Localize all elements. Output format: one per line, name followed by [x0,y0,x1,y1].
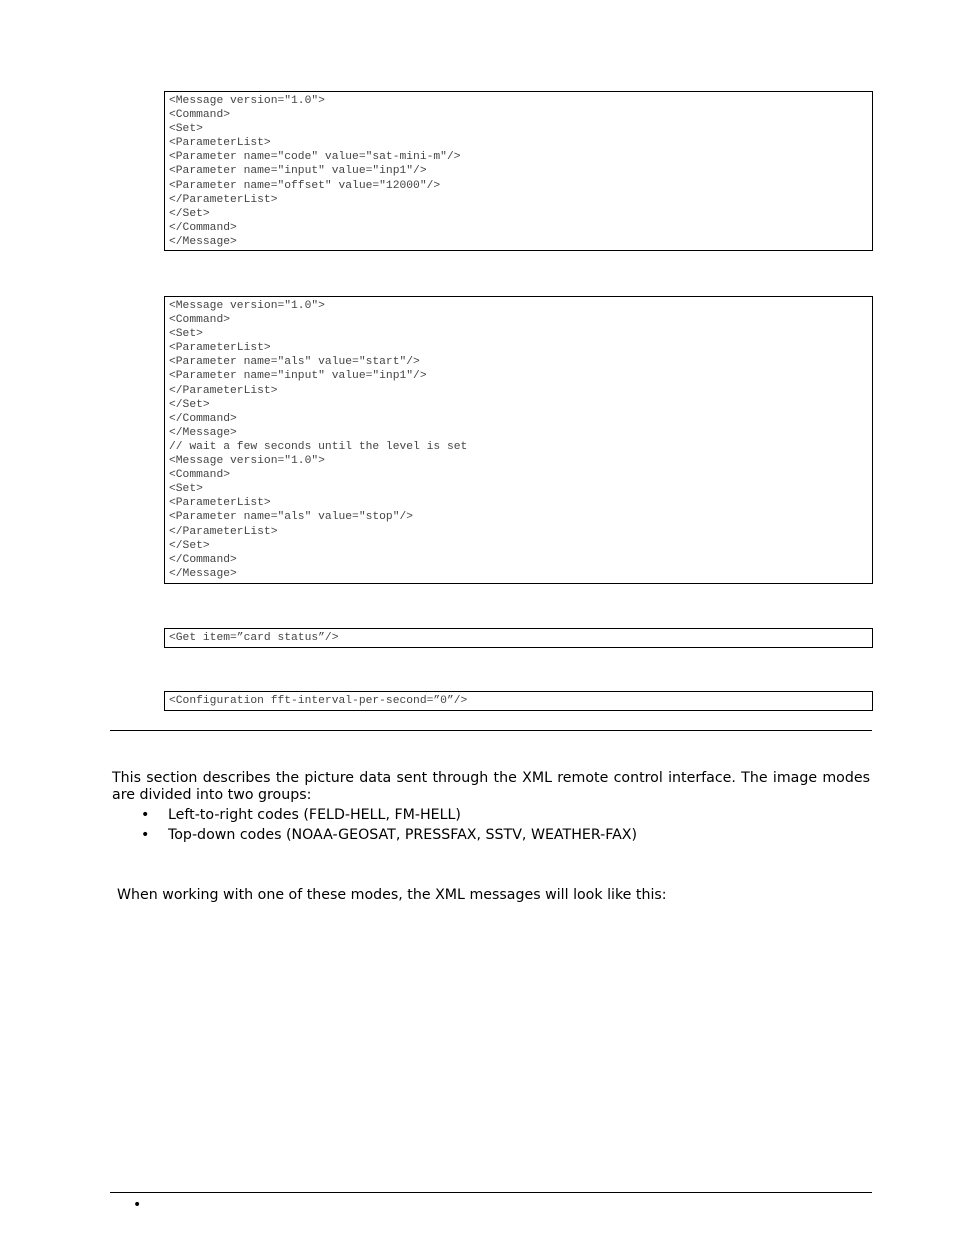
code-line: // wait a few seconds until the level is set [169,440,468,453]
code-line: <Parameter name="offset" value="12000"/> [169,179,441,192]
working-modes-paragraph: When working with one of these modes, the XML messages will look like this: [117,887,667,903]
bullet-glyph: • [141,827,150,843]
code-line: </Message> [169,567,237,580]
code-line: </ParameterList> [169,525,278,538]
code-line: <Set> [169,483,203,496]
code-line: <Message version="1.0"> [169,95,325,107]
code-line: </ParameterList> [169,193,278,206]
code-line: <Parameter name="code" value="sat-mini-m"/> [169,151,461,164]
section-divider [110,730,872,731]
code-block-get-card-status [164,628,873,648]
code-line: </Set> [169,539,210,552]
list-item [112,807,637,827]
code-line: </Message> [169,235,237,248]
code-line: <ParameterList> [169,137,271,150]
code-line: <Parameter name="als" value="stop"/> [169,511,414,524]
code-line: <Configuration fft-interval-per-second=”0”/> [169,695,468,707]
list-item [112,827,637,847]
code-line: </Command> [169,412,237,425]
code-line: <Command> [169,109,231,122]
code-block-configuration [164,691,873,711]
code-block-set-parameters [164,91,873,251]
code-line: <Get item=”card status”/> [169,632,339,644]
footer-bullet: • [133,1197,142,1213]
code-line: <Message version="1.0"> [169,300,325,312]
footer-divider [110,1192,872,1193]
code-line: <Command> [169,314,231,327]
code-line: <Set> [169,328,203,341]
list-item-text: Top-down codes (NOAA-GEOSAT, PRESSFAX, SSTV, WEATHER-FAX) [168,827,638,843]
code-line: </ParameterList> [169,384,278,397]
code-line: </Set> [169,398,210,411]
code-line: <Parameter name="input" value="inp1"/> [169,370,427,383]
code-line: <ParameterList> [169,342,271,355]
code-line: </Message> [169,426,237,439]
code-line: <Message version="1.0"> [169,455,325,468]
code-line: <Parameter name="input" value="inp1"/> [169,165,427,178]
code-block-als-start-stop [164,296,873,584]
list-item-text: Left-to-right codes (FELD-HELL, FM-HELL) [168,807,461,823]
code-line: </Set> [169,207,210,220]
intro-paragraph: This section describes the picture data sent through the XML remote control interface. The image modes are divided into two groups: [112,770,870,803]
bullet-glyph: • [141,807,150,823]
image-mode-groups-list [112,807,637,847]
code-line: <Parameter name="als" value="start"/> [169,356,420,369]
code-line: </Command> [169,553,237,566]
code-line: <Command> [169,469,231,482]
code-line: <ParameterList> [169,497,271,510]
code-line: </Command> [169,221,237,234]
code-line: <Set> [169,123,203,136]
